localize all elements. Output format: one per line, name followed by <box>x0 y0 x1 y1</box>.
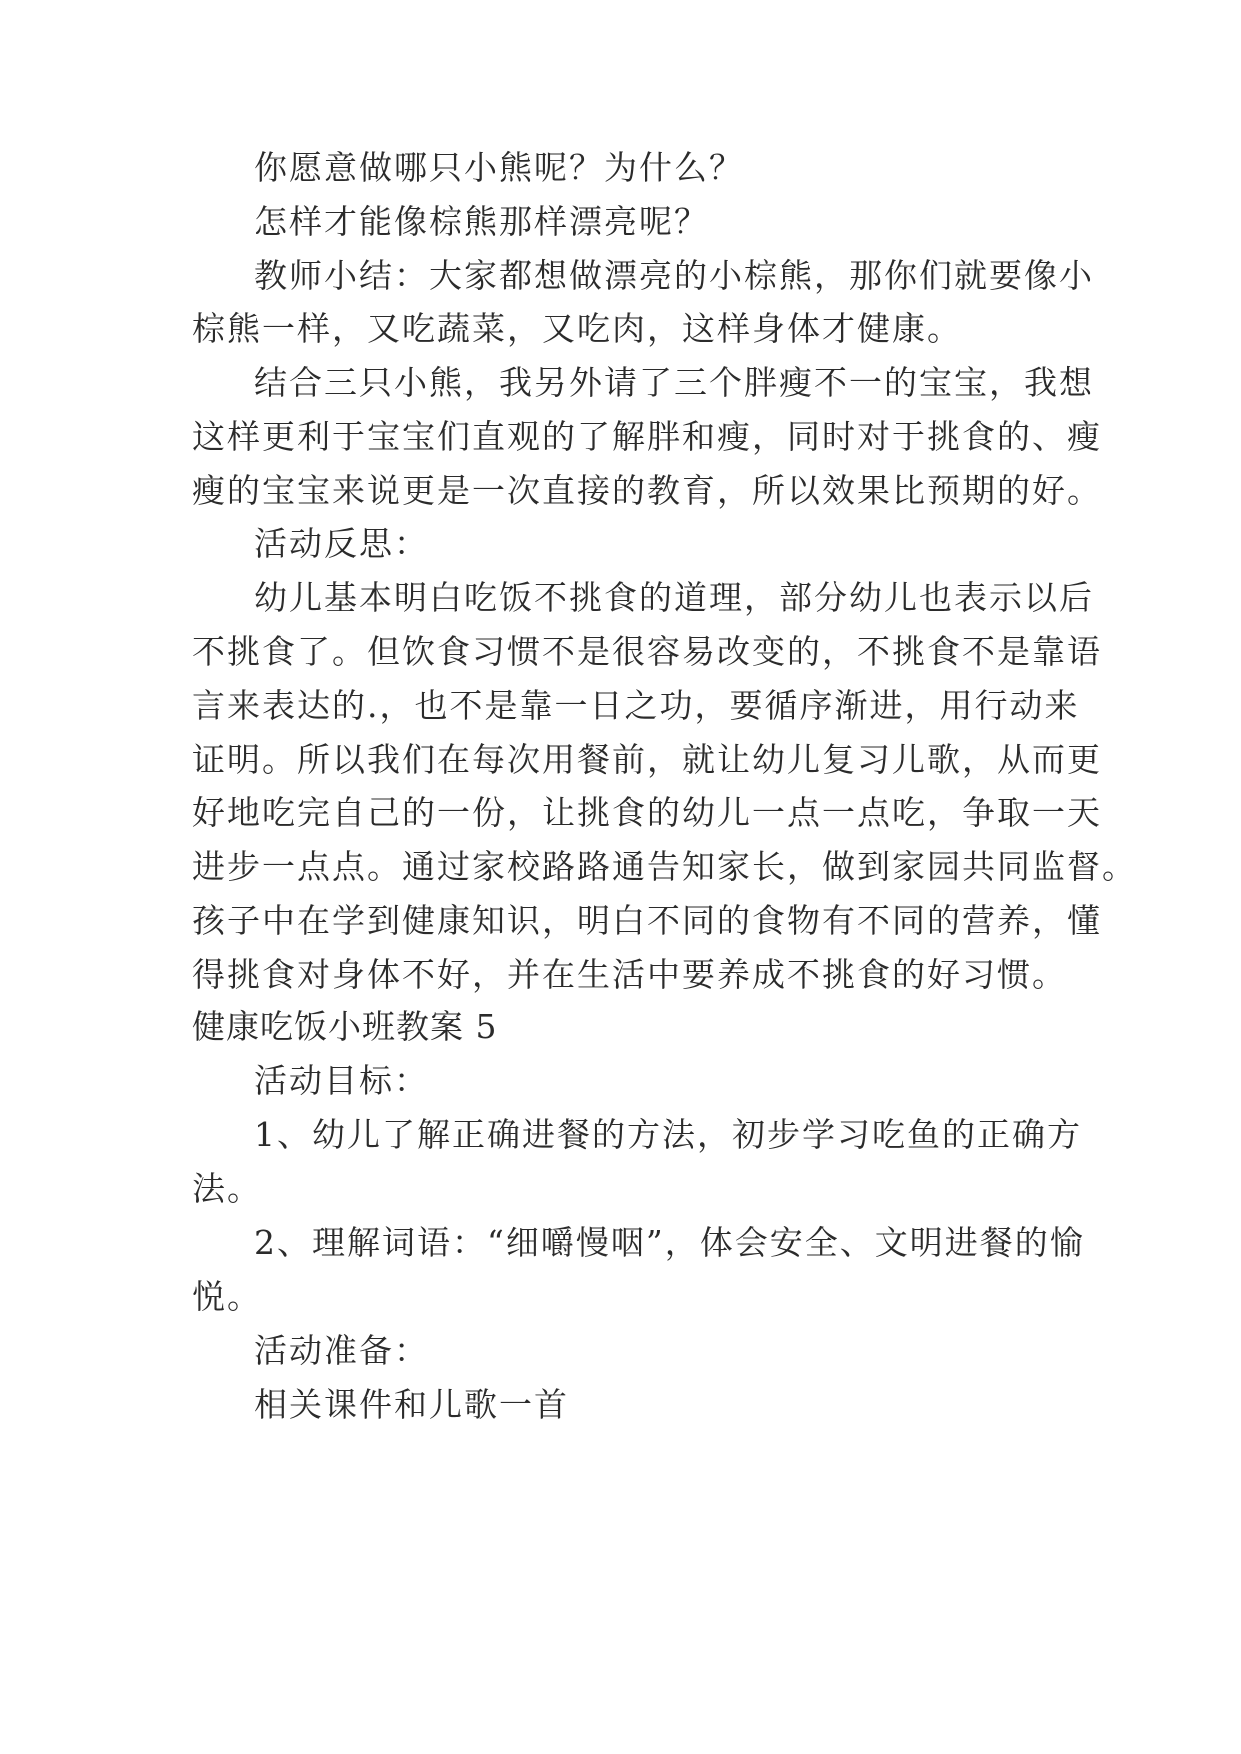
paragraph-line: 法。 <box>192 1169 262 1208</box>
paragraph-line: 言来表达的.，也不是靠一日之功，要循序渐进，用行动来 <box>192 686 1080 725</box>
section-heading: 活动目标： <box>254 1061 429 1100</box>
list-item: 2、理解词语：“细嚼慢咽”，体会安全、文明进餐的愉 <box>254 1223 1085 1262</box>
list-item: 1、幼儿了解正确进餐的方法，初步学习吃鱼的正确方 <box>254 1115 1082 1154</box>
paragraph-line: 怎样才能像棕熊那样漂亮呢？ <box>254 202 709 241</box>
paragraph-line: 这样更利于宝宝们直观的了解胖和瘦，同时对于挑食的、瘦 <box>192 417 1102 456</box>
paragraph-line: 你愿意做哪只小熊呢？为什么？ <box>254 148 744 187</box>
paragraph-line: 结合三只小熊，我另外请了三个胖瘦不一的宝宝，我想 <box>254 363 1094 402</box>
section-heading: 活动准备： <box>254 1331 429 1370</box>
paragraph-line: 幼儿基本明白吃饭不挑食的道理，部分幼儿也表示以后 <box>254 578 1094 617</box>
paragraph-line: 相关课件和儿歌一首 <box>254 1385 569 1424</box>
paragraph-line: 教师小结：大家都想做漂亮的小棕熊，那你们就要像小 <box>254 256 1094 295</box>
section-heading: 活动反思： <box>254 524 429 563</box>
paragraph-line: 瘦的宝宝来说更是一次直接的教育，所以效果比预期的好。 <box>192 471 1102 510</box>
paragraph-line: 不挑食了。但饮食习惯不是很容易改变的，不挑食不是靠语 <box>192 632 1102 671</box>
paragraph-line: 证明。所以我们在每次用餐前，就让幼儿复习儿歌，从而更 <box>192 740 1102 779</box>
paragraph-line: 得挑食对身体不好，并在生活中要养成不挑食的好习惯。 <box>192 955 1067 994</box>
paragraph-line: 悦。 <box>192 1277 262 1316</box>
paragraph-line: 棕熊一样，又吃蔬菜，又吃肉，这样身体才健康。 <box>192 309 962 348</box>
paragraph-line: 进步一点点。通过家校路路通告知家长，做到家园共同监督。 <box>192 847 1137 886</box>
paragraph-line: 孩子中在学到健康知识，明白不同的食物有不同的营养，懂 <box>192 901 1102 940</box>
paragraph-line: 好地吃完自己的一份，让挑食的幼儿一点一点吃，争取一天 <box>192 793 1102 832</box>
document-title: 健康吃饭小班教案 5 <box>192 1007 498 1046</box>
